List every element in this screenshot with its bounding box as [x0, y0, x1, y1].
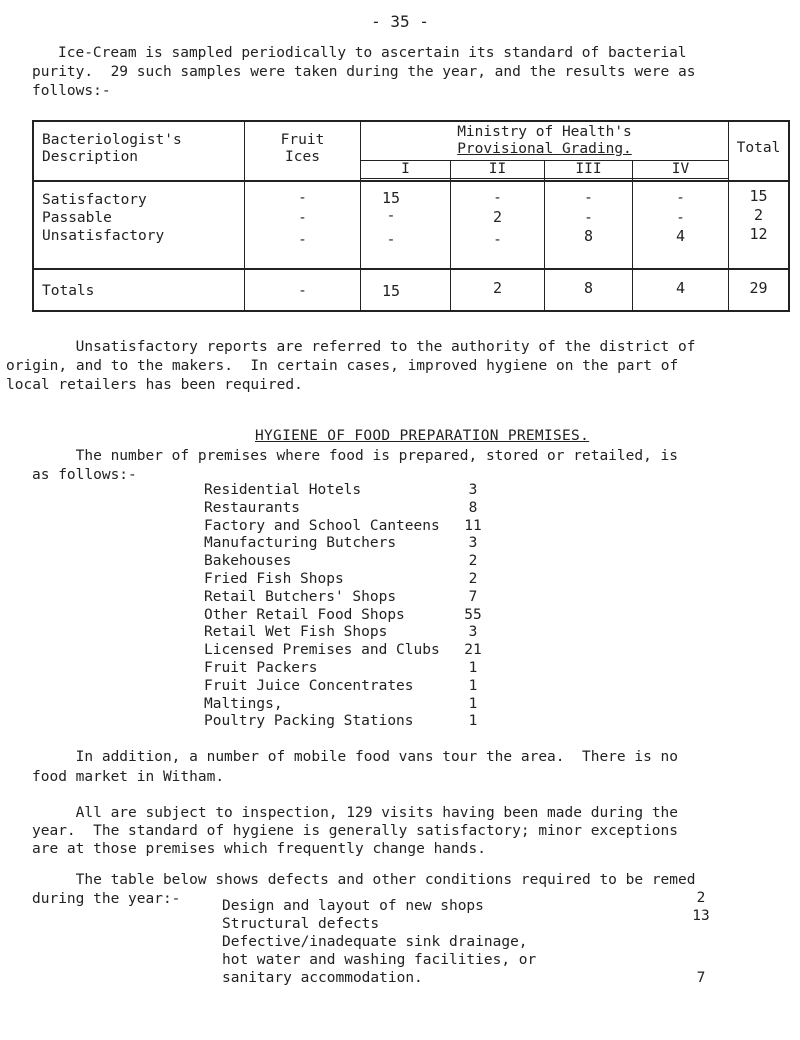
defect-row [222, 933, 782, 987]
intro-line-1: Ice-Cream is sampled periodically to ascertain its standard of bacterial [58, 45, 687, 61]
header-grade-4: IV [671, 161, 690, 177]
header-description: Bacteriologist's Description [42, 132, 182, 165]
cell-totals-g2: 2 [492, 279, 503, 297]
premises-row [204, 482, 564, 500]
premises-count: 11 [464, 517, 482, 534]
cell-totals-g1: 15 [381, 282, 401, 300]
intro-line-3: follows:- [32, 83, 111, 99]
cell-totals-fruit: - [298, 283, 307, 299]
premises-count: 3 [468, 624, 478, 641]
inspection-line-3: are at those premises which frequently change hands. [32, 841, 486, 857]
cell-satisfactory-g3: - [584, 190, 593, 206]
premises-label: Poultry Packing Stations [204, 713, 414, 730]
cell-totals-total: 29 [749, 279, 768, 297]
premises-label: Residential Hotels [204, 482, 362, 498]
cell-satisfactory-fruit: - [298, 190, 307, 206]
premises-count: 3 [468, 535, 478, 552]
premises-row [204, 571, 564, 589]
inspection-line-1: All are subject to inspection, 129 visits having been made during the [32, 805, 679, 821]
defects-list [222, 890, 782, 987]
cell-totals-g3: 8 [583, 279, 594, 297]
header-grade-2: II [488, 161, 507, 177]
cell-passable-g2: 2 [492, 208, 503, 226]
cell-satisfactory-g1: 15 [381, 189, 401, 207]
defect-label: Defective/inadequate sink drainage, [222, 934, 528, 950]
row-label-satisfactory: Satisfactory [42, 192, 147, 208]
cell-passable-fruit: - [298, 210, 307, 226]
defects-intro-line-1: The table below shows defects and other conditions required to be remed [32, 872, 696, 888]
defect-label: Structural defects [222, 916, 380, 932]
premises-label: Factory and School Canteens [204, 517, 440, 534]
cell-unsatisfactory-g4: 4 [675, 227, 686, 245]
premises-row [204, 624, 564, 642]
premises-count: 1 [468, 713, 478, 730]
premises-row [204, 518, 564, 536]
row-label-passable: Passable [42, 210, 112, 226]
premises-row [204, 553, 564, 571]
premises-count: 1 [468, 659, 478, 676]
premises-count: 2 [468, 570, 478, 587]
header-grade-1: I [401, 161, 410, 177]
header-fruit-ices: Fruit Ices [280, 132, 325, 165]
defect-label: hot water and washing facilities, or [222, 952, 537, 968]
premises-list [204, 482, 564, 731]
after-table-line-2: origin, and to the makers. In certain cases, improved hygiene on the part of [6, 358, 679, 374]
cell-totals-g4: 4 [675, 279, 686, 297]
premises-intro-line-1: The number of premises where food is prepared, stored or retailed, is [32, 448, 679, 464]
premises-count: 1 [468, 677, 478, 694]
premises-row [204, 696, 564, 714]
defect-label: sanitary accommodation. [222, 970, 423, 986]
header-grade-3: III [575, 161, 602, 177]
cell-passable-g1: - [386, 208, 396, 224]
premises-label: Restaurants [204, 499, 301, 516]
premises-row [204, 589, 564, 607]
premises-label: Other Retail Food Shops [204, 606, 405, 623]
cell-passable-g3: - [584, 210, 593, 226]
intro-line-2: purity. 29 such samples were taken during the year, and the results were as [32, 64, 696, 80]
page-number: - 35 - [371, 12, 429, 31]
defect-label: Design and layout of new shops [222, 898, 484, 914]
defect-count: 7 [696, 970, 706, 986]
defect-count: 13 [692, 908, 710, 924]
premises-row [204, 713, 564, 731]
inspection-line-2: year. The standard of hygiene is generally satisfactory; minor exceptions [32, 823, 679, 839]
premises-label: Retail Wet Fish Shops [204, 624, 388, 641]
premises-label: Maltings, [204, 695, 283, 712]
premises-row [204, 642, 564, 660]
premises-label: Licensed Premises and Clubs [204, 642, 440, 659]
row-label-totals: Totals [42, 283, 95, 299]
cell-unsatisfactory-total: 12 [749, 225, 768, 243]
cell-unsatisfactory-fruit: - [298, 232, 307, 248]
premises-label: Fruit Juice Concentrates [204, 677, 414, 694]
after-table-line-3: local retailers has been required. [6, 377, 303, 393]
premises-count: 1 [468, 695, 478, 712]
premises-row [204, 660, 564, 678]
after-table-line-1: Unsatisfactory reports are referred to the authority of the district of [32, 339, 696, 355]
premises-row [204, 607, 564, 625]
cell-passable-g4: - [676, 210, 685, 226]
premises-count: 3 [468, 482, 478, 498]
cell-passable-total: 2 [753, 206, 764, 224]
cell-satisfactory-total: 15 [749, 187, 768, 205]
cell-satisfactory-g4: - [676, 190, 685, 206]
row-label-unsatisfactory: Unsatisfactory [42, 228, 165, 244]
cell-unsatisfactory-g1: - [386, 232, 396, 248]
cell-unsatisfactory-g3: 8 [583, 227, 594, 245]
section-heading: HYGIENE OF FOOD PREPARATION PREMISES. [255, 428, 590, 444]
premises-label: Fruit Packers [204, 659, 318, 676]
header-ministry-grading: Ministry of Health's Provisional Grading. [457, 124, 632, 157]
premises-label: Manufacturing Butchers [204, 535, 397, 552]
defect-row [222, 908, 782, 933]
premises-intro-line-2: as follows:- [32, 467, 137, 483]
addition-line-2: food market in Witham. [32, 769, 225, 785]
premises-row [204, 500, 564, 518]
defect-count: 2 [696, 890, 706, 906]
cell-unsatisfactory-g2: - [493, 232, 502, 248]
premises-label: Bakehouses [204, 553, 292, 570]
premises-label: Retail Butchers' Shops [204, 588, 397, 605]
cell-satisfactory-g2: - [493, 190, 502, 206]
addition-line-1: In addition, a number of mobile food vans tour the area. There is no [32, 749, 679, 765]
premises-row [204, 535, 564, 553]
premises-count: 2 [468, 553, 478, 570]
header-total: Total [736, 140, 781, 156]
premises-count: 21 [464, 642, 482, 659]
defects-intro-line-2: during the year:- [32, 891, 181, 907]
premises-count: 55 [464, 606, 482, 623]
premises-count: 8 [468, 499, 478, 516]
ice-cream-table [32, 120, 790, 312]
premises-row [204, 678, 564, 696]
premises-count: 7 [468, 588, 478, 605]
premises-label: Fried Fish Shops [204, 570, 344, 587]
